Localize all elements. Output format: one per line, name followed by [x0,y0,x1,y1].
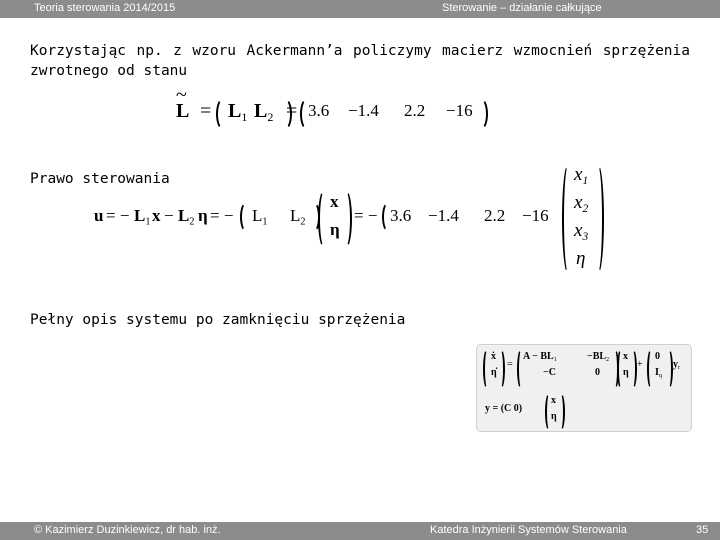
x-symbol: x [152,206,161,225]
lhs-right-paren [497,349,505,389]
input-right-paren [665,349,673,389]
l1-term: $L_1$ [228,100,248,125]
l2-term: $L_2$ [178,206,195,228]
state-right-paren [629,349,637,389]
vector-x: x [330,192,339,211]
eta-symbol: η [198,206,208,225]
input-left-paren [647,349,655,389]
page-number: 35 [696,524,709,536]
gain-matrix-formula [172,84,502,136]
state-right-paren [592,164,604,274]
state-x3: $x_3$ [574,220,589,243]
footer-author: © Kazimierz Duzinkiewicz, dr hab. inż. [34,524,221,536]
a-minus-bl1: $A - BL_1$ [523,351,557,364]
eta-entry: η [623,367,629,378]
equals-sign-2: = [286,100,298,122]
input-zero: 0 [655,351,660,362]
x-entry: x [623,351,628,362]
lhs-left-paren [483,349,491,389]
output-state-right-paren [557,393,565,431]
l1-term: $L_1$ [134,206,151,228]
equals-sign: = [507,359,513,370]
minus-c: −C [543,367,556,378]
state-left-paren [562,164,574,274]
values-right-paren [474,98,488,130]
full-system-formula [476,344,692,432]
control-law-formula [94,186,564,250]
footer-bar [0,522,720,540]
output-eta: η [551,411,557,422]
gain-value: 2.2 [484,206,506,225]
output-equation: y = (C 0) [485,403,523,414]
l1-term-plain: $L_1$ [252,206,268,228]
left-paren [240,202,252,232]
state-vector [562,162,612,274]
course-title: Teoria sterowania 2014/2015 [34,2,176,14]
equals-minus-2: = − [354,206,378,225]
vector-right-paren [340,190,352,248]
x-dot: ẋ [491,351,496,362]
full-system-heading: Pełny opis systemu po zamknięciu sprzężenia [30,312,406,328]
plus-sign: + [637,359,643,370]
intro-text: Korzystając np. z wzoru Ackermann’a policzymy macierz wzmocnień sprzężenia zwrotnego od stanu [30,43,690,79]
input-identity: $I_q$ [655,367,662,380]
gain-value: 3.6 [308,101,330,120]
equals-sign: = − [106,206,130,225]
reference-yr: $y_r$ [673,359,680,372]
u-symbol: u [94,206,104,225]
equals-minus: = − [210,206,234,225]
state-eta: η [576,248,586,269]
equals-sign: = [200,100,212,122]
state-x2: $x_2$ [574,192,589,215]
gain-value: −16 [522,206,549,225]
state-x1: $x_1$ [574,164,589,187]
footer-department: Katedra Inżynierii Systemów Sterowania [430,524,627,536]
eta-dot: η̇ [491,367,497,378]
minus-sign: − [164,206,174,225]
output-x: x [551,395,556,406]
gain-value: 2.2 [404,101,426,120]
gain-value: −1.4 [428,206,459,225]
l2-term-plain: $L_2$ [290,206,306,228]
vector-left-paren [318,190,330,248]
gain-value: −1.4 [348,101,379,120]
zero-entry: 0 [595,367,600,378]
l2-term: $L_2$ [254,100,274,125]
topic-title: Sterowanie – działanie całkujące [442,2,602,14]
gain-value: −16 [446,101,473,120]
header-bar [0,0,720,18]
gain-value: 3.6 [390,206,412,225]
minus-bl2: $-BL_2$ [587,351,610,364]
control-law-heading: Prawo sterowania [30,171,170,187]
l-tilde-symbol: ~ L [176,84,190,122]
vector-eta: η [330,220,340,239]
